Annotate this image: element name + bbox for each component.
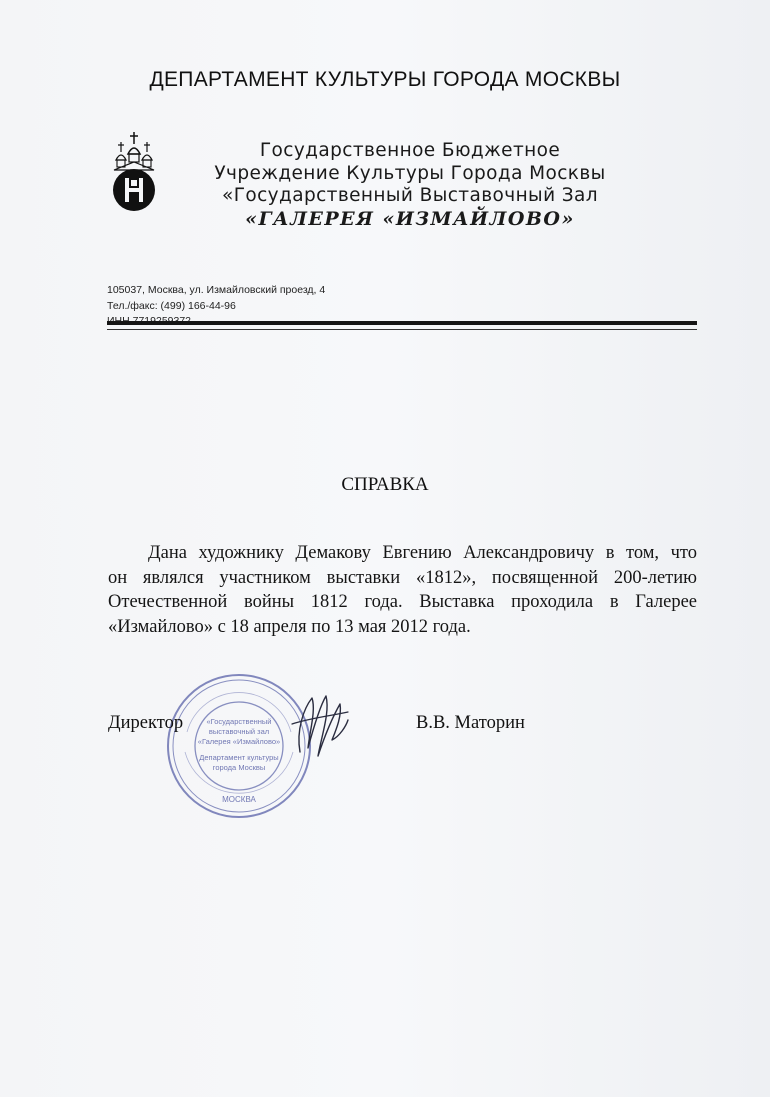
- stamp-line-5: города Москвы: [212, 763, 266, 772]
- org-line-3: «Государственный Выставочный Зал: [221, 185, 598, 206]
- body-line-1: Дана художнику Демакову Евгению Александровичу в том, что: [148, 543, 697, 563]
- header-divider-thick: [107, 321, 697, 325]
- stamp-bottom-text: МОСКВА: [222, 795, 256, 804]
- body-line-2: он являлся участником выставки «1812», посвященной 200-летию: [108, 567, 697, 588]
- document-body: [108, 541, 697, 639]
- stamp-line-4: Департамент культуры: [199, 753, 279, 762]
- department-header: ДЕПАРТАМЕНТ КУЛЬТУРЫ ГОРОДА МОСКВЫ: [149, 68, 621, 91]
- body-line-4: «Измайлово» с 18 апреля по 13 мая 2012 года.: [108, 616, 471, 637]
- gallery-name: «ГАЛЕРЕЯ «ИЗМАЙЛОВО»: [245, 207, 575, 230]
- signer-position: Директор: [108, 713, 184, 733]
- stamp-line-1: «Государственный: [206, 717, 272, 726]
- organization-name: [170, 140, 650, 230]
- document-title: СПРАВКА: [341, 474, 429, 495]
- kremlin-church-logo-icon: [110, 130, 158, 216]
- org-line-1: Государственное Бюджетное: [259, 140, 561, 161]
- signer-name: В.В. Маторин: [416, 713, 525, 733]
- org-line-2: Учреждение Культуры Города Москвы: [214, 162, 606, 184]
- handwritten-signature: [286, 690, 356, 765]
- stamp-line-2: выставочный зал: [208, 727, 270, 736]
- phone: Тел./факс: (499) 166-44-96: [107, 299, 236, 312]
- address: 105037, Москва, ул. Измайловский проезд, 4: [107, 284, 326, 296]
- header-divider-thin: [107, 329, 697, 330]
- stamp-line-3: «Галерея «Измайлово»: [197, 737, 281, 746]
- body-line-3: Отечественной войны 1812 года. Выставка проходила в Галерее: [108, 592, 697, 612]
